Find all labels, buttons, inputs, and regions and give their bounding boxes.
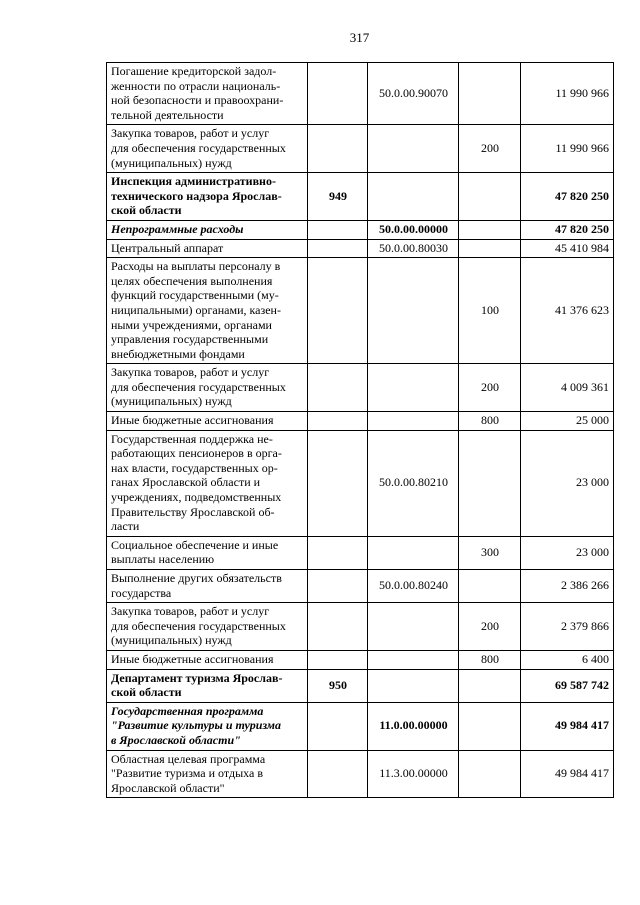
ministry-code-cell xyxy=(308,239,368,258)
target-article-cell xyxy=(368,173,459,221)
row-name-cell: Иные бюджетные ассигнования xyxy=(107,412,308,431)
row-name-cell: Департамент туризма Ярослав- ской области xyxy=(107,669,308,702)
target-article-cell: 50.0.00.00000 xyxy=(368,220,459,239)
expense-type-cell xyxy=(459,702,521,750)
budget-expenditure-table xyxy=(106,62,614,798)
ministry-code-cell xyxy=(308,220,368,239)
table-row xyxy=(107,702,614,750)
expense-type-cell: 800 xyxy=(459,412,521,431)
target-article-cell: 11.3.00.00000 xyxy=(368,750,459,798)
target-article-cell xyxy=(368,258,459,364)
table-row xyxy=(107,570,614,603)
target-article-cell: 50.0.00.90070 xyxy=(368,63,459,125)
ministry-code-cell: 949 xyxy=(308,173,368,221)
expense-type-cell: 200 xyxy=(459,125,521,173)
row-name-cell: Областная целевая программа "Развитие туризма и отдыха в Ярославской области" xyxy=(107,750,308,798)
expense-type-cell: 200 xyxy=(459,603,521,651)
amount-cell: 2 379 866 xyxy=(521,603,614,651)
target-article-cell: 11.0.00.00000 xyxy=(368,702,459,750)
table-row xyxy=(107,63,614,125)
ministry-code-cell xyxy=(308,570,368,603)
row-name-cell: Социальное обеспечение и иные выплаты населению xyxy=(107,536,308,569)
row-name-cell: Закупка товаров, работ и услуг для обеспечения государственных (муниципальных) нужд xyxy=(107,125,308,173)
table-row xyxy=(107,750,614,798)
target-article-cell: 50.0.00.80240 xyxy=(368,570,459,603)
amount-cell: 47 820 250 xyxy=(521,173,614,221)
target-article-cell: 50.0.00.80210 xyxy=(368,430,459,536)
table-row xyxy=(107,173,614,221)
ministry-code-cell xyxy=(308,63,368,125)
ministry-code-cell: 950 xyxy=(308,669,368,702)
amount-cell: 23 000 xyxy=(521,536,614,569)
ministry-code-cell xyxy=(308,750,368,798)
table-row xyxy=(107,239,614,258)
amount-cell: 25 000 xyxy=(521,412,614,431)
ministry-code-cell xyxy=(308,412,368,431)
row-name-cell: Закупка товаров, работ и услуг для обеспечения государственных (муниципальных) нужд xyxy=(107,603,308,651)
ministry-code-cell xyxy=(308,430,368,536)
table-row xyxy=(107,430,614,536)
amount-cell: 4 009 361 xyxy=(521,364,614,412)
ministry-code-cell xyxy=(308,702,368,750)
ministry-code-cell xyxy=(308,364,368,412)
target-article-cell xyxy=(368,412,459,431)
amount-cell: 23 000 xyxy=(521,430,614,536)
row-name-cell: Закупка товаров, работ и услуг для обеспечения государственных (муниципальных) нужд xyxy=(107,364,308,412)
expense-type-cell xyxy=(459,173,521,221)
table-row xyxy=(107,536,614,569)
row-name-cell: Государственная программа "Развитие культуры и туризма в Ярославской области" xyxy=(107,702,308,750)
row-name-cell: Погашение кредиторской задол- женности по отрасли националь- ной безопасности и правоохрани- тельной деятельности xyxy=(107,63,308,125)
amount-cell: 41 376 623 xyxy=(521,258,614,364)
table-row xyxy=(107,258,614,364)
target-article-cell xyxy=(368,650,459,669)
amount-cell: 49 984 417 xyxy=(521,750,614,798)
amount-cell: 11 990 966 xyxy=(521,63,614,125)
expense-type-cell xyxy=(459,63,521,125)
target-article-cell xyxy=(368,669,459,702)
table-row xyxy=(107,220,614,239)
expense-type-cell xyxy=(459,220,521,239)
row-name-cell: Иные бюджетные ассигнования xyxy=(107,650,308,669)
ministry-code-cell xyxy=(308,125,368,173)
target-article-cell xyxy=(368,603,459,651)
table-row xyxy=(107,603,614,651)
row-name-cell: Инспекция административно- технического надзора Ярослав- ской области xyxy=(107,173,308,221)
page-number: 317 xyxy=(349,30,370,45)
target-article-cell xyxy=(368,364,459,412)
table-row xyxy=(107,364,614,412)
expense-type-cell xyxy=(459,669,521,702)
ministry-code-cell xyxy=(308,536,368,569)
ministry-code-cell xyxy=(308,603,368,651)
expense-type-cell: 100 xyxy=(459,258,521,364)
amount-cell: 49 984 417 xyxy=(521,702,614,750)
target-article-cell xyxy=(368,125,459,173)
table-row xyxy=(107,412,614,431)
expense-type-cell: 200 xyxy=(459,364,521,412)
table-body xyxy=(107,63,614,798)
row-name-cell: Расходы на выплаты персоналу в целях обеспечения выполнения функций государственными (му- ниципальными) органами, казен- ными учреждениями, органами управления государственными внебюджетными фондами xyxy=(107,258,308,364)
expense-type-cell xyxy=(459,430,521,536)
amount-cell: 45 410 984 xyxy=(521,239,614,258)
row-name-cell: Государственная поддержка не- работающих пенсионеров в орга- нах власти, государственных ор- ганах Ярославской области и учреждениях, подведомственных Правительству Ярославской об- ласти xyxy=(107,430,308,536)
ministry-code-cell xyxy=(308,650,368,669)
amount-cell: 2 386 266 xyxy=(521,570,614,603)
table-row xyxy=(107,669,614,702)
expense-type-cell xyxy=(459,750,521,798)
amount-cell: 6 400 xyxy=(521,650,614,669)
expense-type-cell xyxy=(459,239,521,258)
amount-cell: 11 990 966 xyxy=(521,125,614,173)
expense-type-cell xyxy=(459,570,521,603)
row-name-cell: Выполнение других обязательств государства xyxy=(107,570,308,603)
target-article-cell: 50.0.00.80030 xyxy=(368,239,459,258)
table-row xyxy=(107,650,614,669)
expense-type-cell: 300 xyxy=(459,536,521,569)
row-name-cell: Непрограммные расходы xyxy=(107,220,308,239)
row-name-cell: Центральный аппарат xyxy=(107,239,308,258)
expense-type-cell: 800 xyxy=(459,650,521,669)
amount-cell: 69 587 742 xyxy=(521,669,614,702)
table-row xyxy=(107,125,614,173)
amount-cell: 47 820 250 xyxy=(521,220,614,239)
target-article-cell xyxy=(368,536,459,569)
ministry-code-cell xyxy=(308,258,368,364)
